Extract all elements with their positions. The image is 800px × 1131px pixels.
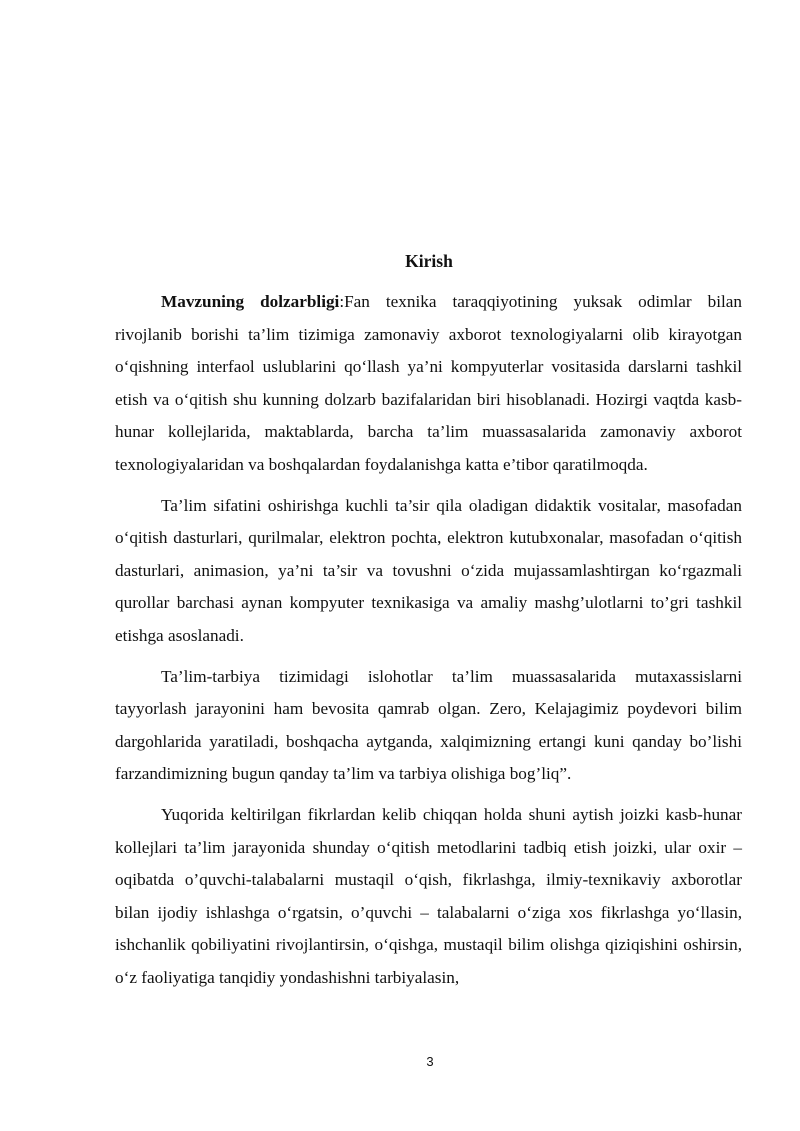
paragraph-text: Ta’lim sifatini oshirishga kuchli ta’sir qila oladigan didaktik vositalar, masofadan o‘qitish dasturlari, qurilmalar, elektron pochta, elektron kutubxonalar, masofadan o‘qitish dasturlari, animasion, ya’ni ta’sir va tovushni o‘zida mujassamlashtirgan ko‘rgazmali qurollar barchasi aynan kompyuter texnikasiga va amaliy mashg’ulotlarni to’gri tashkil etishga asoslanadi.	[115, 495, 742, 645]
page-number: 3	[426, 1054, 434, 1069]
section-heading: Kirish	[405, 251, 453, 271]
paragraph-4	[115, 799, 742, 994]
paragraph-text: Yuqorida keltirilgan fikrlardan kelib chiqqan holda shuni aytish joizki kasb-hunar kollejlari ta’lim jarayonida shunday o‘qitish metodlarini tadbiq etish joizki, ular oxir – oqibatda o’quvchi-talabalarni mustaqil o‘qish, fikrlashga, ilmiy-texnikaviy axborotlar bilan ijodiy ishlashga o‘rgatsin, o’quvchi – talabalarni o‘ziga xos fikrlashga yo‘llasin, ishchanlik qobiliyatini rivojlantirsin, o‘qishga, mustaqil bilim olishga qiziqishini oshirsin, o‘z faoliyatiga tanqidiy yondashishni tarbiyalasin,	[115, 805, 742, 987]
body-text	[115, 286, 742, 1003]
paragraph-3	[115, 661, 742, 791]
paragraph-1	[115, 286, 742, 481]
paragraph-text: :Fan texnika taraqqiyotining yuksak odimlar bilan rivojlanib borishi ta’lim tizimiga zamonaviy axborot texnologiyalarni olib kirayotgan o‘qishning interfaol uslublarini qo‘llash ya’ni kompyuterlar vositasida darslarni tashkil etish va o‘qitish shu kunning dolzarb bazifalaridan biri hisoblanadi. Hozirgi vaqtda kasb-hunar kollejlarida, maktablarda, barcha ta’lim muassasalarida zamonaviy axborot texnologiyalaridan va boshqalardan foydalanishga katta e’tibor qaratilmoqda.	[115, 292, 742, 474]
paragraph-2	[115, 490, 742, 653]
paragraph-lead: Mavzuning dolzarbligi	[161, 292, 340, 311]
paragraph-text: Ta’lim-tarbiya tizimidagi islohotlar ta’lim muassasalarida mutaxassislarni tayyorlash jarayonini ham bevosita qamrab olgan. Zero, Kelajagimiz poydevori bilim dargohlarida yaratiladi, boshqacha aytganda, xalqimizning ertangi kuni qanday bo’lishi farzandimizning bugun qanday ta’lim va tarbiya olishiga bog’liq”.	[115, 666, 742, 783]
